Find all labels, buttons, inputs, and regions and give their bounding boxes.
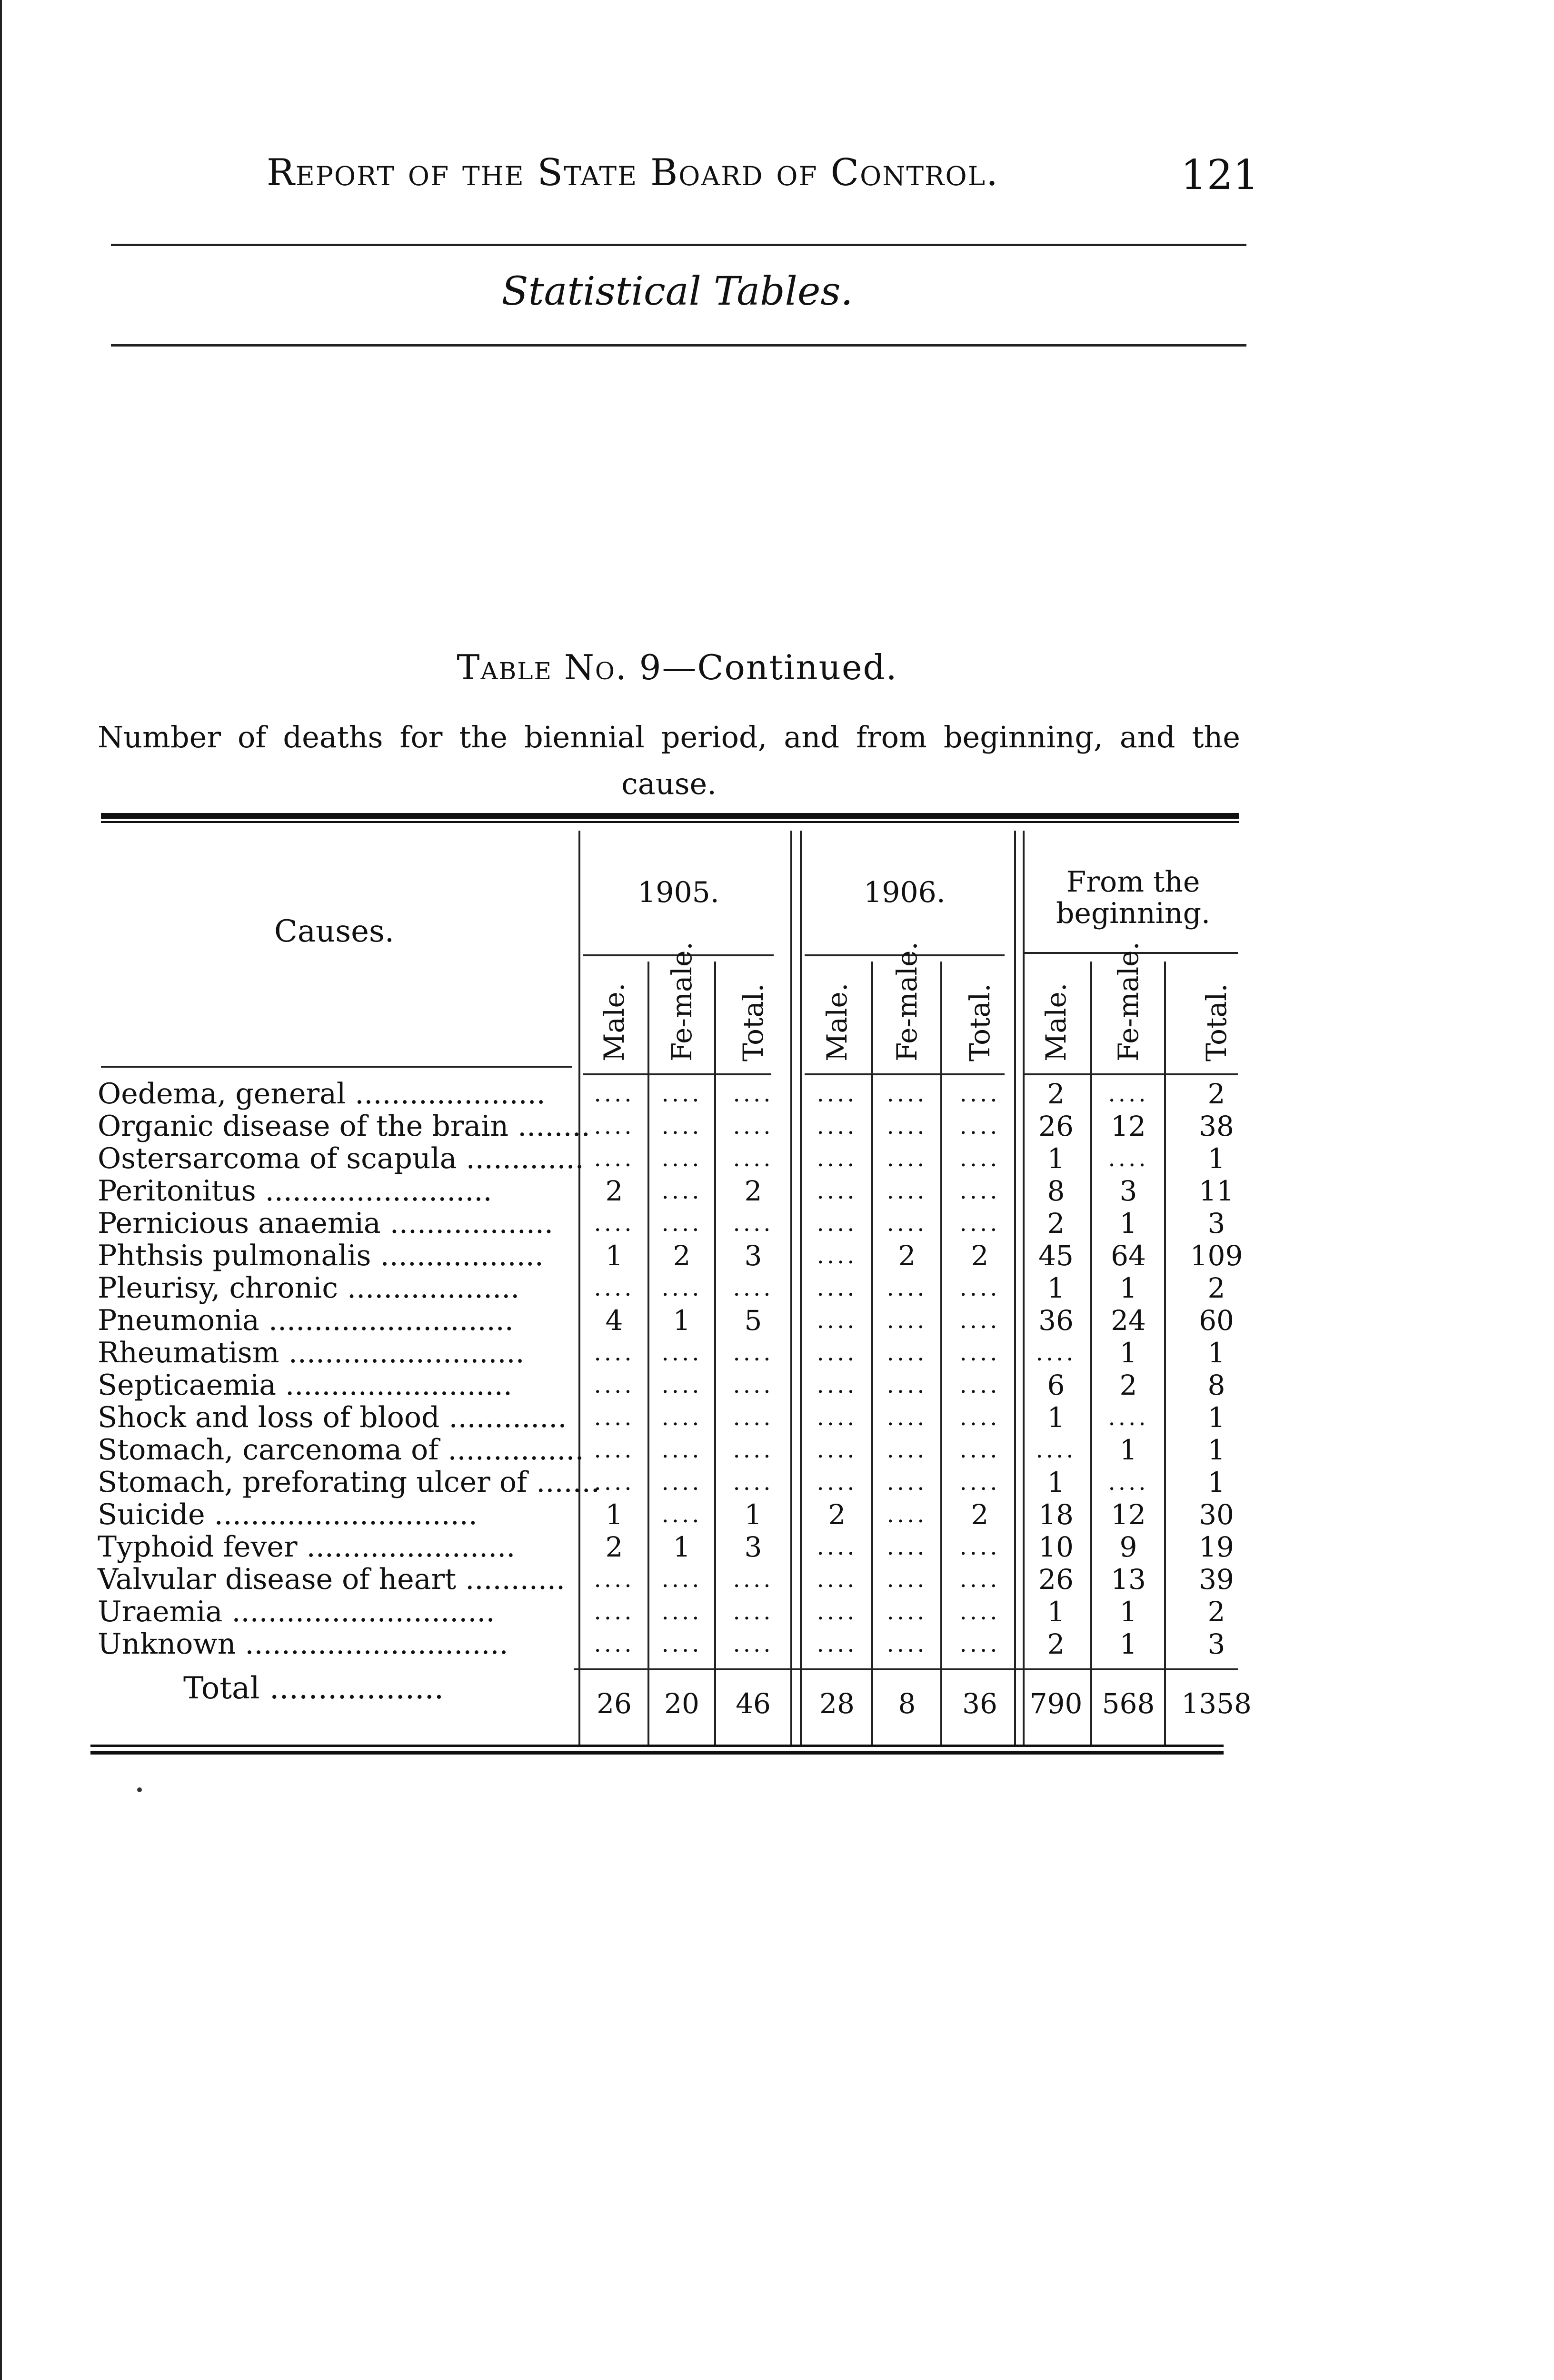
empty-cell: .... — [887, 1210, 927, 1237]
ink-spot — [137, 1787, 142, 1792]
subhead-female-3: Fe-male. — [1112, 942, 1145, 1061]
table-title-rest: 9—Continued. — [639, 647, 898, 687]
value-cell: 1 — [744, 1498, 762, 1531]
value-cell: 1 — [673, 1304, 691, 1337]
cause-label — [98, 1272, 519, 1304]
empty-cell: .... — [959, 1566, 1000, 1593]
cause-label — [98, 1337, 525, 1368]
value-cell: 2 — [1207, 1078, 1225, 1110]
empty-cell: .... — [594, 1598, 635, 1625]
empty-cell: .... — [887, 1113, 927, 1140]
col-divider-6 — [940, 962, 942, 1745]
empty-cell: .... — [817, 1339, 857, 1366]
table-title — [0, 647, 1355, 687]
leader-dots: ................... — [338, 1271, 520, 1305]
value-cell: 26 — [1038, 1563, 1074, 1596]
leader-dots: ............... — [438, 1433, 584, 1467]
empty-cell: .... — [594, 1081, 635, 1107]
value-cell: 2 — [971, 1498, 989, 1531]
leader-dots: ........... — [456, 1563, 566, 1596]
subhead-total-2: Total. — [964, 983, 996, 1061]
empty-cell: .... — [887, 1081, 927, 1107]
empty-cell: .... — [661, 1145, 702, 1172]
empty-cell: .... — [733, 1631, 774, 1657]
empty-cell: .... — [733, 1113, 774, 1140]
leader-dots: ......................... — [276, 1368, 512, 1402]
empty-cell: .... — [817, 1275, 857, 1301]
leader-dots: ......................... — [256, 1174, 492, 1208]
empty-cell: .... — [661, 1404, 702, 1431]
empty-cell: .... — [959, 1631, 1000, 1657]
leader-dots: ............. — [457, 1142, 584, 1175]
value-cell: 1 — [1207, 1466, 1225, 1498]
value-cell: 1 — [1207, 1142, 1225, 1175]
empty-cell: .... — [959, 1081, 1000, 1107]
cause-label — [98, 1175, 492, 1207]
col-divider-1 — [578, 831, 580, 1745]
empty-cell: .... — [661, 1113, 702, 1140]
empty-cell: .... — [817, 1404, 857, 1431]
empty-cell: .... — [959, 1404, 1000, 1431]
empty-cell: .... — [817, 1437, 857, 1463]
empty-cell: .... — [887, 1275, 927, 1301]
cause-text: Oedema, general — [98, 1077, 346, 1111]
value-cell: 1 — [1047, 1466, 1065, 1498]
value-cell: 8 — [1047, 1175, 1065, 1207]
empty-cell: .... — [733, 1145, 774, 1172]
section-title: Statistical Tables. — [501, 269, 853, 314]
value-cell: 9 — [1119, 1531, 1137, 1563]
value-cell: 3 — [744, 1240, 762, 1272]
cause-label — [98, 1305, 514, 1336]
leader-dots: ....... — [527, 1466, 600, 1499]
empty-cell: .... — [887, 1534, 927, 1560]
empty-cell: .... — [887, 1404, 927, 1431]
subhead-female-2: Fe-male. — [891, 942, 923, 1061]
col-divider-7 — [1014, 831, 1016, 1745]
empty-cell: .... — [661, 1598, 702, 1625]
value-cell: 1 — [1047, 1272, 1065, 1304]
table-bottom-rule-thick — [90, 1751, 1224, 1755]
value-cell: 1 — [1119, 1337, 1137, 1369]
total-value: 28 — [819, 1687, 855, 1720]
leader-dots: ............................. — [236, 1627, 508, 1661]
empty-cell: .... — [594, 1210, 635, 1237]
leader-dots: .................. — [371, 1239, 544, 1272]
cause-text: Uraemia — [98, 1595, 223, 1628]
value-cell: 2 — [1207, 1272, 1225, 1304]
empty-cell: .... — [959, 1469, 1000, 1496]
cause-text: Rheumatism — [98, 1336, 279, 1369]
col-divider-5 — [871, 962, 873, 1745]
cause-label — [98, 1111, 590, 1142]
subhead-total-3: Total. — [1200, 983, 1233, 1061]
cause-text: Pneumonia — [98, 1304, 259, 1337]
empty-cell: .... — [959, 1145, 1000, 1172]
value-cell: 26 — [1038, 1110, 1074, 1142]
cause-label — [98, 1596, 495, 1627]
col-divider-2 — [648, 962, 649, 1745]
empty-cell: .... — [887, 1372, 927, 1398]
empty-cell: .... — [817, 1210, 857, 1237]
value-cell: 1 — [605, 1498, 623, 1531]
cause-text: Pleurisy, chronic — [98, 1271, 338, 1305]
empty-cell: .... — [817, 1307, 857, 1334]
empty-cell: .... — [594, 1145, 635, 1172]
empty-cell: .... — [661, 1469, 702, 1496]
cause-text: Ostersarcoma of scapula — [98, 1142, 457, 1175]
cause-text: Stomach, carcenoma of — [98, 1433, 439, 1467]
cause-label — [98, 1369, 512, 1401]
value-cell: 4 — [605, 1304, 623, 1337]
value-cell: 3 — [1119, 1175, 1137, 1207]
cause-label — [98, 1078, 546, 1110]
empty-cell: .... — [959, 1437, 1000, 1463]
section-rule — [111, 344, 1246, 347]
value-cell: 1 — [605, 1240, 623, 1272]
group-1905: 1905. — [638, 876, 719, 909]
cause-label — [98, 1531, 515, 1563]
empty-cell: .... — [661, 1275, 702, 1301]
total-value: 8 — [898, 1687, 916, 1720]
col-divider-9 — [1164, 962, 1166, 1745]
empty-cell: .... — [959, 1307, 1000, 1334]
value-cell: 2 — [1047, 1628, 1065, 1660]
running-title: Report of the State Board of Control. — [267, 151, 999, 194]
value-cell: 2 — [971, 1240, 989, 1272]
empty-cell: .... — [959, 1178, 1000, 1204]
empty-cell: .... — [733, 1339, 774, 1366]
empty-cell: .... — [594, 1437, 635, 1463]
empty-cell: .... — [959, 1275, 1000, 1301]
value-cell: 2 — [605, 1175, 623, 1207]
leader-dots: ............. — [439, 1401, 567, 1434]
empty-cell: .... — [594, 1275, 635, 1301]
empty-cell: .... — [594, 1404, 635, 1431]
cause-text: Septicaemia — [98, 1368, 277, 1402]
value-cell: 5 — [744, 1304, 762, 1337]
value-cell: 1 — [1047, 1401, 1065, 1434]
value-cell: 2 — [605, 1531, 623, 1563]
subhead-rule-beginning — [1024, 1073, 1238, 1075]
value-cell: 2 — [1047, 1207, 1065, 1240]
cause-label — [98, 1499, 478, 1530]
value-cell: 45 — [1038, 1240, 1074, 1272]
empty-cell: .... — [661, 1437, 702, 1463]
value-cell: 1 — [1047, 1142, 1065, 1175]
empty-cell: .... — [817, 1145, 857, 1172]
empty-cell: .... — [733, 1275, 774, 1301]
cause-label — [98, 1434, 584, 1466]
value-cell: 2 — [1119, 1369, 1137, 1401]
subhead-rule-1905 — [583, 1073, 771, 1075]
empty-cell: .... — [661, 1210, 702, 1237]
total-rule — [574, 1668, 1238, 1670]
subhead-male-2: Male. — [821, 982, 853, 1061]
cause-label — [98, 1402, 567, 1433]
value-cell: 1 — [1047, 1596, 1065, 1628]
value-cell: 38 — [1199, 1110, 1234, 1142]
empty-cell: .... — [959, 1534, 1000, 1560]
table-top-rule — [101, 813, 1239, 819]
value-cell: 36 — [1038, 1304, 1074, 1337]
value-cell: 8 — [1207, 1369, 1225, 1401]
total-value: 790 — [1029, 1687, 1083, 1720]
value-cell: 60 — [1199, 1304, 1234, 1337]
causes-header-rule — [101, 1066, 572, 1068]
leader-dots: .......................... — [279, 1336, 525, 1369]
total-label: Total .................. — [183, 1671, 444, 1706]
empty-cell: .... — [959, 1339, 1000, 1366]
table-caption: Number of deaths for the biennial period, and from beginning, and the cause. — [98, 720, 1240, 801]
empty-cell: .... — [817, 1469, 857, 1496]
empty-cell: .... — [817, 1566, 857, 1593]
cause-label — [98, 1143, 584, 1174]
empty-cell: .... — [661, 1081, 702, 1107]
col-divider-3 — [714, 962, 716, 1745]
empty-cell: .... — [594, 1631, 635, 1657]
cause-text: Suicide — [98, 1498, 205, 1531]
empty-cell: .... — [817, 1631, 857, 1657]
empty-cell: .... — [661, 1339, 702, 1366]
empty-cell: .... — [1108, 1469, 1149, 1496]
value-cell: 2 — [744, 1175, 762, 1207]
empty-cell: .... — [959, 1210, 1000, 1237]
leader-dots: ........ — [508, 1110, 590, 1143]
empty-cell: .... — [887, 1501, 927, 1528]
leader-dots: ............................. — [205, 1498, 478, 1531]
leader-dots: ........................... — [259, 1304, 514, 1337]
cause-label — [98, 1564, 565, 1595]
total-value: 20 — [664, 1687, 699, 1720]
value-cell: 2 — [1047, 1078, 1065, 1110]
subhead-total-1: Total. — [737, 983, 769, 1061]
value-cell: 1 — [1207, 1434, 1225, 1466]
empty-cell: .... — [959, 1113, 1000, 1140]
cause-text: Phthsis pulmonalis — [98, 1239, 371, 1272]
value-cell: 12 — [1111, 1498, 1146, 1531]
value-cell: 3 — [744, 1531, 762, 1563]
cause-text: Valvular disease of heart — [98, 1563, 457, 1596]
empty-cell: .... — [817, 1372, 857, 1398]
value-cell: 109 — [1190, 1240, 1243, 1272]
empty-cell: .... — [733, 1437, 774, 1463]
empty-cell: .... — [817, 1242, 857, 1269]
value-cell: 1 — [1119, 1628, 1137, 1660]
col-divider-8 — [1090, 962, 1092, 1745]
value-cell: 2 — [828, 1498, 846, 1531]
empty-cell: .... — [594, 1113, 635, 1140]
empty-cell: .... — [733, 1598, 774, 1625]
table-bottom-rule — [90, 1745, 1224, 1747]
value-cell: 1 — [1207, 1401, 1225, 1434]
value-cell: 18 — [1038, 1498, 1074, 1531]
table-title-prefix: Table No. — [457, 647, 628, 687]
total-value: 36 — [962, 1687, 997, 1720]
value-cell: 10 — [1038, 1531, 1074, 1563]
cause-text: Shock and loss of blood — [98, 1401, 440, 1434]
empty-cell: .... — [887, 1339, 927, 1366]
empty-cell: .... — [817, 1081, 857, 1107]
empty-cell: .... — [959, 1372, 1000, 1398]
col-divider-4 — [790, 831, 792, 1745]
page-edge — [0, 0, 2, 2380]
causes-header: Causes. — [274, 914, 395, 949]
subhead-female-1: Fe-male. — [666, 942, 698, 1061]
value-cell: 3 — [1207, 1207, 1225, 1240]
empty-cell: .... — [817, 1113, 857, 1140]
value-cell: 1 — [1119, 1596, 1137, 1628]
empty-cell: .... — [594, 1372, 635, 1398]
cause-label — [98, 1467, 600, 1498]
cause-text: Stomach, preforating ulcer of — [98, 1466, 528, 1499]
value-cell: 3 — [1207, 1628, 1225, 1660]
table-top-rule-thin — [101, 821, 1239, 823]
value-cell: 1 — [1119, 1272, 1137, 1304]
empty-cell: .... — [733, 1372, 774, 1398]
value-cell: 11 — [1199, 1175, 1234, 1207]
empty-cell: .... — [594, 1339, 635, 1366]
total-value: 568 — [1102, 1687, 1155, 1720]
value-cell: 6 — [1047, 1369, 1065, 1401]
empty-cell: .... — [1108, 1404, 1149, 1431]
empty-cell: .... — [887, 1631, 927, 1657]
total-value: 46 — [736, 1687, 771, 1720]
subhead-male-1: Male. — [598, 982, 630, 1061]
empty-cell: .... — [887, 1437, 927, 1463]
value-cell: 2 — [898, 1240, 916, 1272]
empty-cell: .... — [1108, 1145, 1149, 1172]
value-cell: 2 — [673, 1240, 691, 1272]
empty-cell: .... — [817, 1178, 857, 1204]
cause-label — [98, 1208, 553, 1239]
empty-cell: .... — [817, 1598, 857, 1625]
empty-cell: .... — [887, 1307, 927, 1334]
empty-cell: .... — [661, 1372, 702, 1398]
value-cell: 24 — [1111, 1304, 1146, 1337]
subhead-rule-1906 — [805, 1073, 1005, 1075]
cause-label — [98, 1628, 508, 1660]
leader-dots: ..................... — [346, 1077, 546, 1111]
empty-cell: .... — [887, 1598, 927, 1625]
empty-cell: .... — [1036, 1339, 1076, 1366]
total-value: 1358 — [1181, 1687, 1252, 1720]
empty-cell: .... — [887, 1469, 927, 1496]
group-from-beginning: From the beginning. — [1056, 865, 1211, 930]
value-cell: 2 — [1207, 1596, 1225, 1628]
page-number: 121 — [1181, 151, 1259, 199]
value-cell: 19 — [1199, 1531, 1234, 1563]
empty-cell: .... — [661, 1631, 702, 1657]
value-cell: 1 — [673, 1531, 691, 1563]
total-value: 26 — [597, 1687, 632, 1720]
empty-cell: .... — [959, 1598, 1000, 1625]
subhead-male-3: Male. — [1040, 982, 1072, 1061]
empty-cell: .... — [594, 1469, 635, 1496]
value-cell: 1 — [1119, 1434, 1137, 1466]
value-cell: 39 — [1199, 1563, 1234, 1596]
leader-dots: ....................... — [297, 1530, 516, 1564]
empty-cell: .... — [1036, 1437, 1076, 1463]
leader-dots: .................. — [380, 1207, 554, 1240]
empty-cell: .... — [1108, 1081, 1149, 1107]
value-cell: 1 — [1119, 1207, 1137, 1240]
cause-label — [98, 1240, 544, 1271]
empty-cell: .... — [887, 1178, 927, 1204]
empty-cell: .... — [733, 1210, 774, 1237]
cause-text: Peritonitus — [98, 1174, 256, 1208]
value-cell: 1 — [1207, 1337, 1225, 1369]
empty-cell: .... — [661, 1178, 702, 1204]
cause-text: Typhoid fever — [98, 1530, 298, 1564]
group-1906: 1906. — [864, 876, 946, 909]
empty-cell: .... — [733, 1566, 774, 1593]
leader-dots: ............................. — [222, 1595, 495, 1628]
value-cell: 13 — [1111, 1563, 1146, 1596]
cause-text: Pernicious anaemia — [98, 1207, 381, 1240]
col-divider-4b — [800, 831, 802, 1745]
empty-cell: .... — [733, 1404, 774, 1431]
empty-cell: .... — [733, 1469, 774, 1496]
empty-cell: .... — [887, 1145, 927, 1172]
empty-cell: .... — [817, 1534, 857, 1560]
value-cell: 30 — [1199, 1498, 1234, 1531]
cause-text: Organic disease of the brain — [98, 1110, 509, 1143]
header-rule — [111, 244, 1246, 246]
empty-cell: .... — [733, 1081, 774, 1107]
empty-cell: .... — [594, 1566, 635, 1593]
value-cell: 64 — [1111, 1240, 1146, 1272]
cause-text: Unknown — [98, 1627, 236, 1661]
empty-cell: .... — [661, 1501, 702, 1528]
empty-cell: .... — [887, 1566, 927, 1593]
empty-cell: .... — [661, 1566, 702, 1593]
value-cell: 12 — [1111, 1110, 1146, 1142]
